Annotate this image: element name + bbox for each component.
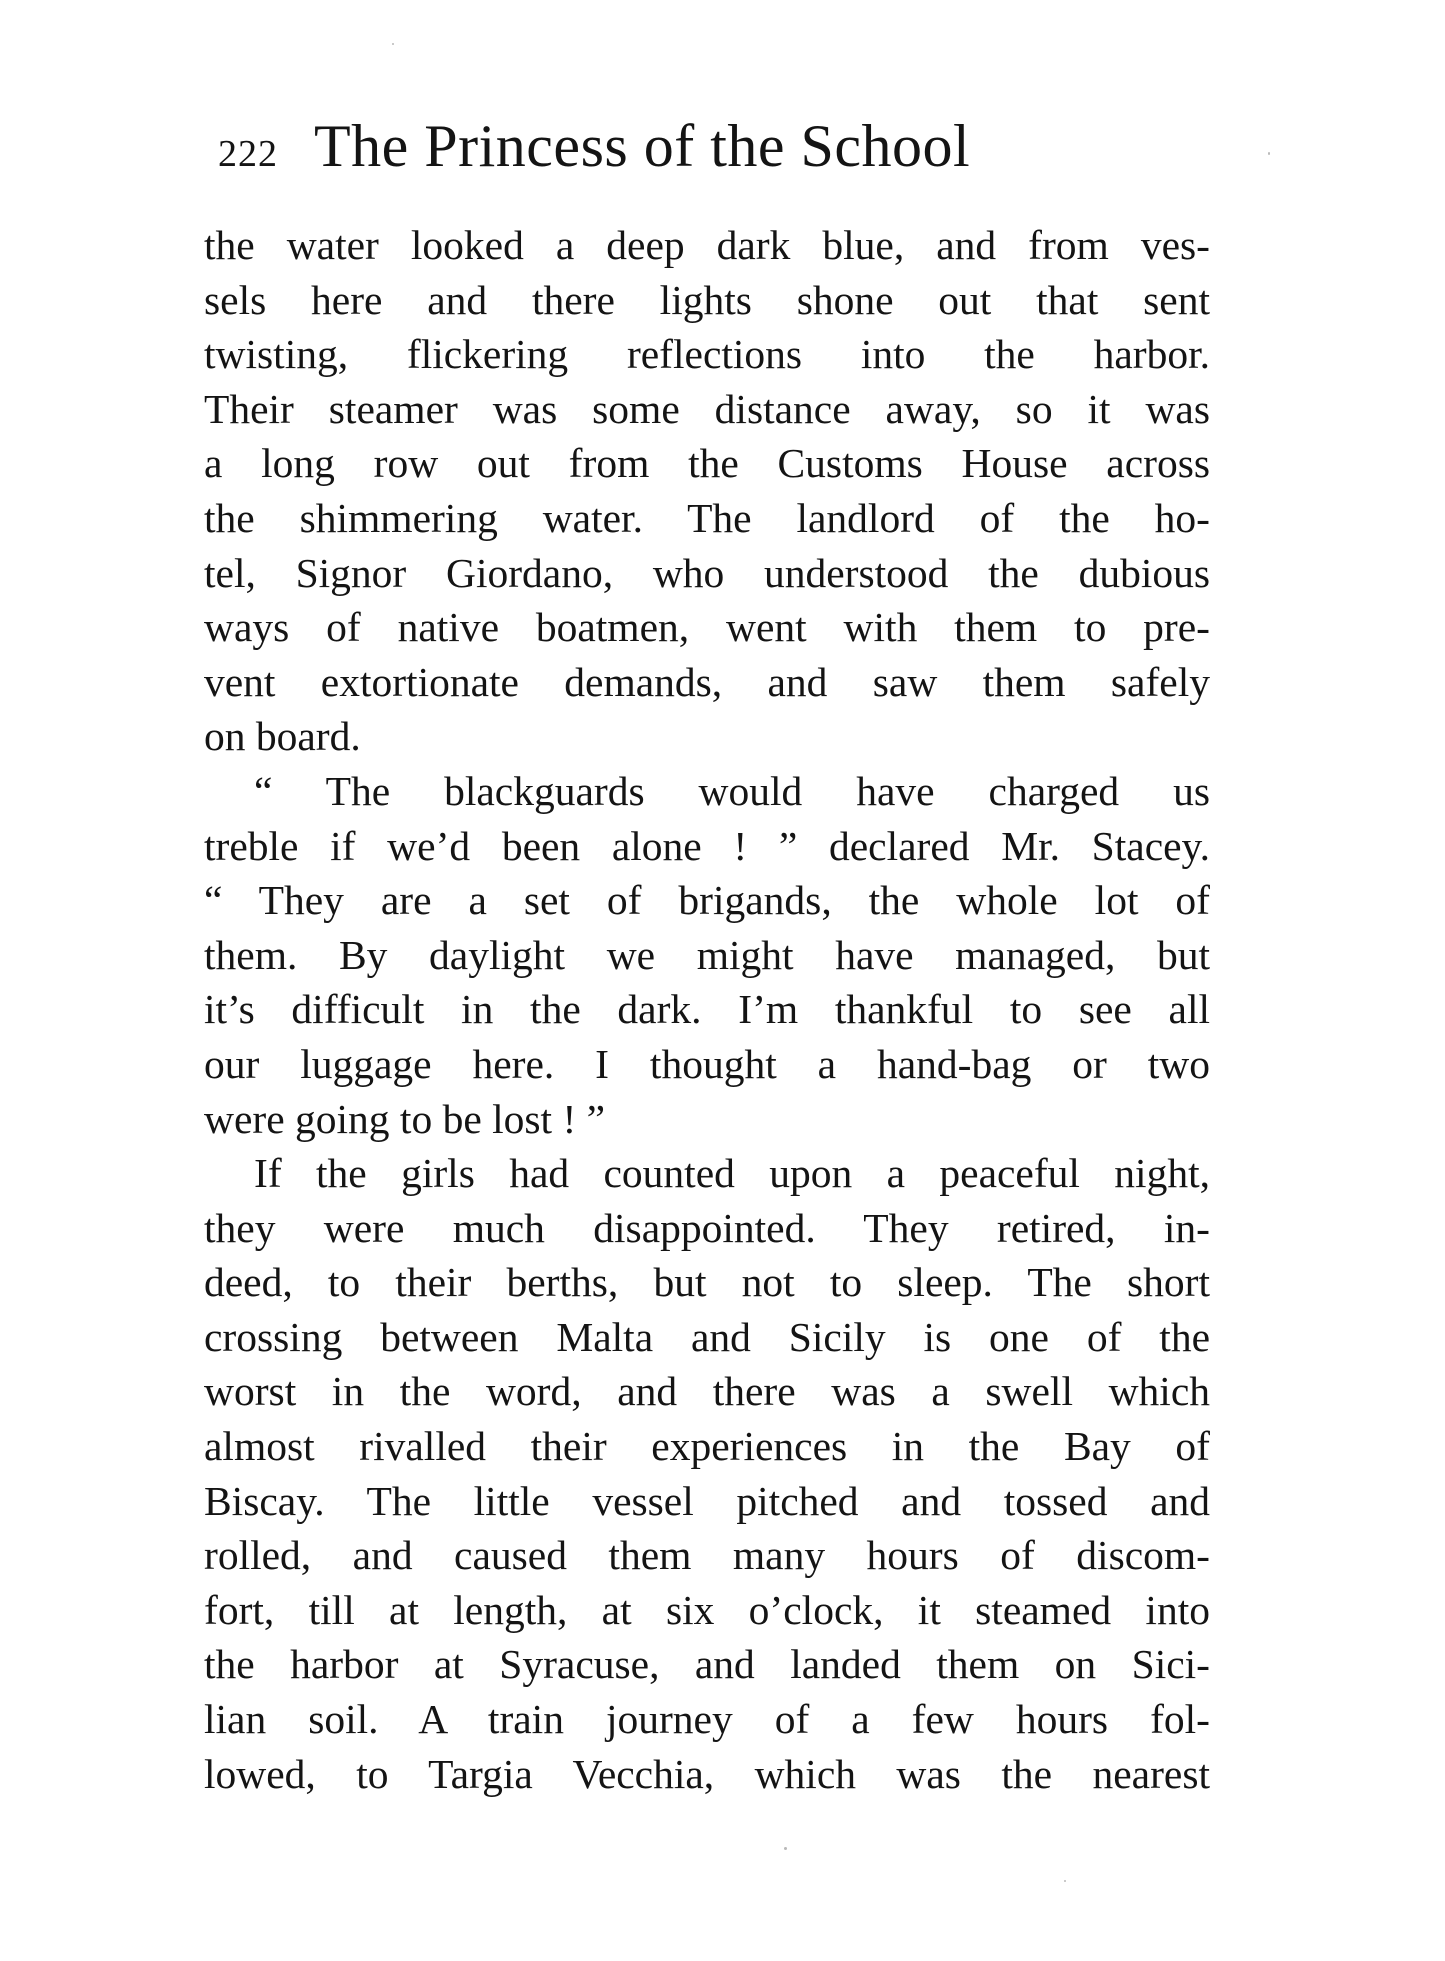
text-line: ways of native boatmen, went with them to pre-: [204, 604, 1210, 651]
paper-speck: [1268, 152, 1270, 155]
paragraph-start-line: If the girls had counted upon a peaceful night,: [254, 1150, 1210, 1197]
text-line: Their steamer was some distance away, so it was: [204, 385, 1210, 432]
text-line: twisting, flickering reflections into the harbor.: [204, 331, 1210, 378]
text-line: they were much disappointed. They retired, in-: [204, 1204, 1210, 1251]
paper-speck: [392, 43, 394, 45]
text-line: sels here and there lights shone out that sent: [204, 276, 1210, 323]
paragraph-end-line: were going to be lost ! ”: [204, 1095, 606, 1142]
paper-speck: [1064, 1880, 1066, 1882]
body-text: [204, 218, 1210, 1801]
text-line: them. By daylight we might have managed, but: [204, 931, 1210, 978]
paragraph-start-line: “ The blackguards would have charged us: [254, 767, 1210, 814]
text-line: it’s difficult in the dark. I’m thankful to see all: [204, 986, 1210, 1033]
text-line: treble if we’d been alone ! ” declared Mr. Stacey.: [204, 822, 1210, 869]
text-line: lowed, to Targia Vecchia, which was the nearest: [204, 1750, 1210, 1797]
text-line: our luggage here. I thought a hand-bag or two: [204, 1040, 1210, 1087]
text-line: crossing between Malta and Sicily is one of the: [204, 1313, 1210, 1360]
text-line: rolled, and caused them many hours of discom-: [204, 1532, 1210, 1579]
paper-speck: [784, 1847, 787, 1850]
text-line: Biscay. The little vessel pitched and tossed and: [204, 1477, 1210, 1524]
paragraph-end-line: on board.: [204, 713, 361, 760]
text-line: worst in the word, and there was a swell which: [204, 1368, 1210, 1415]
text-line: vent extortionate demands, and saw them safely: [204, 658, 1210, 705]
text-line: almost rivalled their experiences in the Bay of: [204, 1423, 1210, 1470]
running-title: The Princess of the School: [314, 113, 971, 179]
text-line: lian soil. A train journey of a few hours fol-: [204, 1696, 1210, 1743]
text-line: the harbor at Syracuse, and landed them on Sici-: [204, 1641, 1210, 1688]
page-header: [218, 112, 1228, 192]
text-line: the shimmering water. The landlord of the ho-: [204, 494, 1210, 541]
text-line: a long row out from the Customs House across: [204, 440, 1210, 487]
text-line: the water looked a deep dark blue, and from ves-: [204, 222, 1210, 268]
text-line: fort, till at length, at six o’clock, it steamed into: [204, 1586, 1210, 1633]
text-line: “ They are a set of brigands, the whole lot of: [204, 877, 1210, 924]
text-line: deed, to their berths, but not to sleep. The short: [204, 1259, 1210, 1306]
page-number: 222: [218, 133, 278, 175]
text-line: tel, Signor Giordano, who understood the dubious: [204, 549, 1210, 596]
